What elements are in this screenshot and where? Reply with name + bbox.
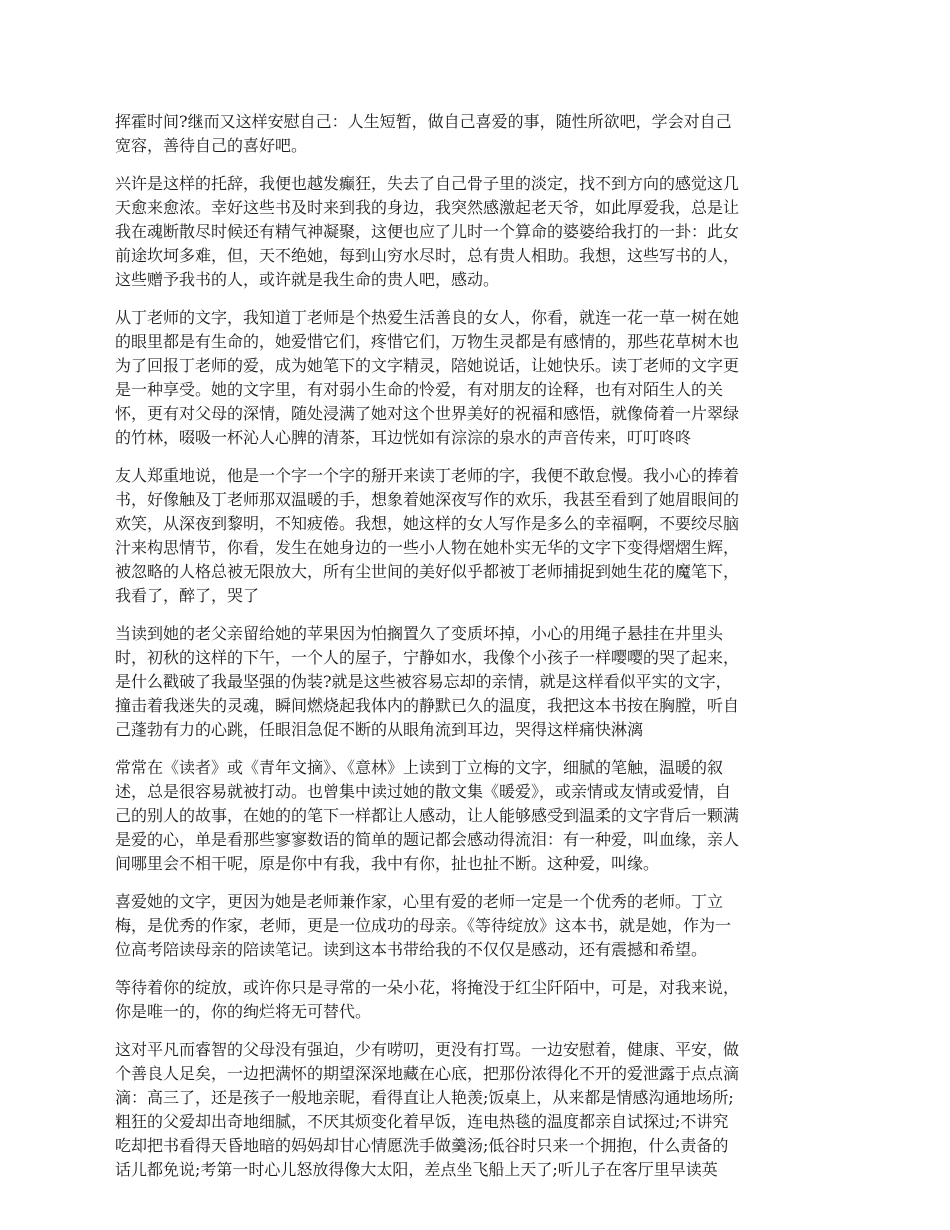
- paragraph: 挥霍时间?继而又这样安慰自己：人生短暂，做自己喜爱的事，随性所欲吧，学会对自己 宽容，善待自己的喜好吧。: [115, 112, 732, 155]
- paragraph: 当读到她的老父亲留给她的苹果因为怕搁置久了变质坏掉，小心的用绳子悬挂在井里头 时，初秋的这样的下午，一个人的屋子，宁静如水，我像个小孩子一样嘤嘤的哭了起来， 是什么戳破了我最坚强的伪装?就是这些被容易忘却的亲情，就是这样看似平实的文字， 撞击着我迷失的灵魂，瞬间燃烧起我体内的静默已久的温度，我把这本书按在胸膛，听自 己蓬勃有力的心跳，任眼泪急促不断的从眼角流到耳边，哭得这样痛快淋漓: [115, 624, 740, 739]
- paragraph: 从丁老师的文字，我知道丁老师是个热爱生活善良的女人，你看，就连一花一草一树在她 的眼里都是有生命的，她爱惜它们，疼惜它们，万物生灵都是有感情的，那些花草树木也 为了回报丁老师的爱，成为她笔下的文字精灵，陪她说话，让她快乐。读丁老师的文字更 是一种享受。她的文字里，有对弱小生命的怜爱，有对朋友的诠释，也有对陌生人的关 怀，更有对父母的深情，随处浸满了她对这个世界美好的祝福和感悟，就像倚着一片翠绿 的竹林，啜吸一杯沁人心脾的清茶，耳边恍如有淙淙的泉水的声音传来，叮叮咚咚: [115, 308, 740, 447]
- paragraph: 常常在《读者》或《青年文摘》、《意林》上读到丁立梅的文字，细腻的笔触，温暖的叙 述，总是很容易就被打动。也曾集中读过她的散文集《暖爱》，或亲情或友情或爱情，自 己的别人的故事，在她的的笔下一样都让人感动，让人能够感受到温柔的文字背后一颗满 是爱的心，单是看那些寥寥数语的简单的题记都会感动得流泪：有一种爱，叫血缘，亲人 间哪里会不相干呢，原是你中有我，我中有你，扯也扯不断。这种爱，叫缘。: [115, 758, 740, 873]
- paragraph: 喜爱她的文字，更因为她是老师兼作家，心里有爱的老师一定是一个优秀的老师。丁立 梅，是优秀的作家，老师，更是一位成功的母亲。《等待绽放》这本书，就是她，作为一 位高考陪读母亲的陪读笔记。读到这本书带给我的不仅仅是感动，还有震撼和希望。: [115, 892, 732, 959]
- paragraph: 等待着你的绽放，或许你只是寻常的一朵小花，将掩没于红尘阡陌中，可是，对我来说， 你是唯一的，你的绚烂将无可替代。: [115, 978, 740, 1021]
- paragraph: 友人郑重地说，他是一个字一个字的掰开来读丁老师的字，我便不敢怠慢。我小心的捧着 书，好像触及丁老师那双温暖的手，想象着她深夜写作的欢乐，我甚至看到了她眉眼间的 欢笑，从深夜到黎明，不知疲倦。我想，她这样的女人写作是多么的幸福啊，不要绞尽脑 汁来构思情节，你看，发生在她身边的一些小人物在她朴实无华的文字下变得熠熠生辉， 被忽略的人格总被无限放大，所有尘世间的美好似乎都被丁老师捕捉到她生花的魔笔下， 我看了，醉了，哭了: [115, 466, 740, 605]
- paragraph: 这对平凡而睿智的父母没有强迫，少有唠叨，更没有打骂。一边安慰着，健康、平安，做 个善良人足矣，一边把满怀的期望深深地藏在心底，把那份浓得化不开的爱泄露于点点滴 滴：高三了，还是孩子一般地亲昵，看得直让人艳羡;饭桌上，从来都是情感沟通地场所; 粗狂的父爱却出奇地细腻，不厌其烦变化着早饭，连电热毯的温度都亲自试探过;不讲究 吃却把书看得天昏地暗的妈妈却甘心情愿洗手做羹汤;低谷时只来一个拥抱，什么责备的 话儿都免说;考第一时心儿怒放得像大太阳，差点坐飞船上天了;听儿子在客厅里早读英: [115, 1040, 740, 1179]
- paragraph: 兴许是这样的托辞，我便也越发癫狂，失去了自己骨子里的淡定，找不到方向的感觉这几 天愈来愈浓。幸好这些书及时来到我的身边，我突然感激起老天爷，如此厚爱我，总是让 我在魂断散尽时候还有精气神凝聚，这便也应了儿时一个算命的婆婆给我打的一卦：此女 前途坎坷多难，但，天不绝她，每到山穷水尽时，总有贵人相助。我想，这些写书的人， 这些赠予我书的人，或许就是我生命的贵人吧，感动。: [115, 174, 740, 289]
- document-body: [115, 110, 840, 1196]
